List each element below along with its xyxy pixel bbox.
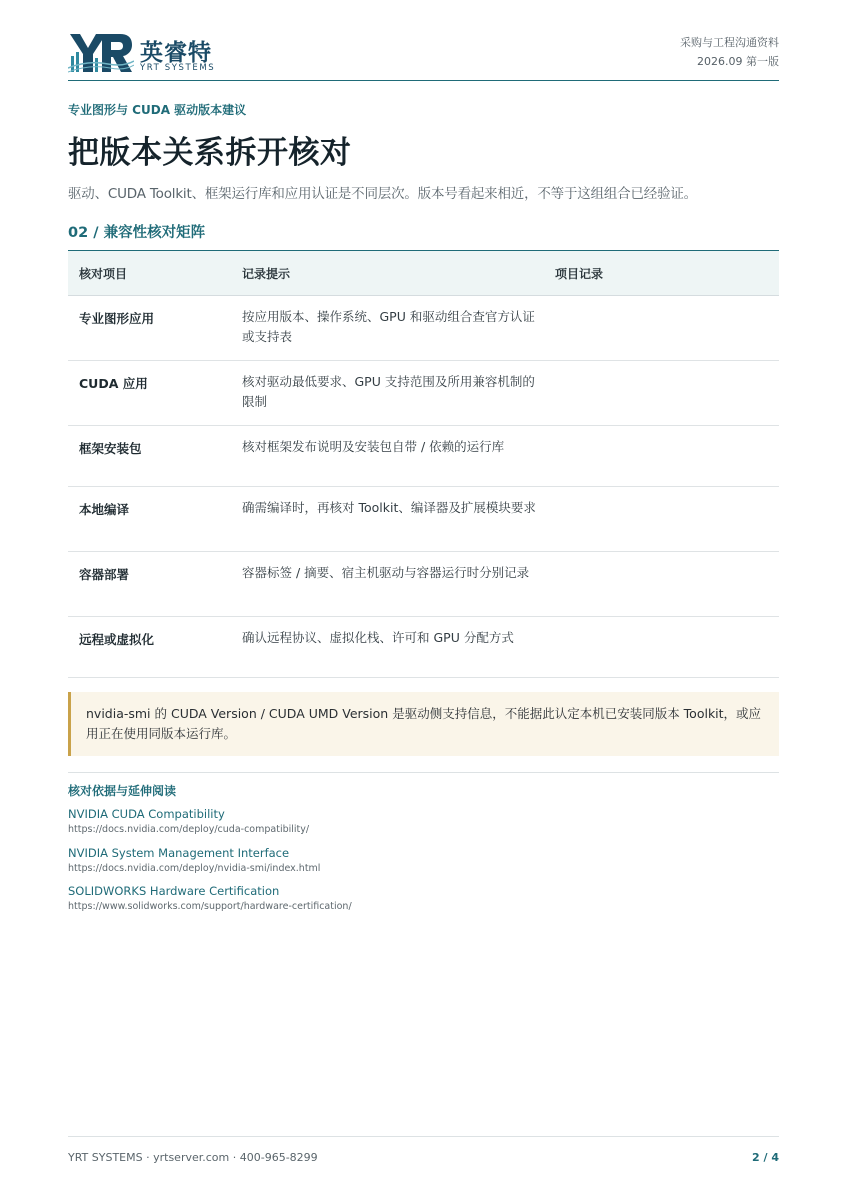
page-header	[68, 28, 779, 81]
row-hint: 核对框架发布说明及安装包自带 / 依赖的运行库	[242, 439, 505, 454]
table-row	[68, 361, 779, 426]
reference-url[interactable]: https://docs.nvidia.com/deploy/cuda-compatibility/	[68, 824, 310, 835]
row-hint: 确需编译时，再核对 Toolkit、编译器及扩展模块要求	[242, 500, 536, 515]
document-page	[68, 0, 779, 1200]
row-item: CUDA 应用	[79, 376, 148, 391]
logo-chinese-name: 英睿特	[140, 40, 212, 66]
company-logo	[68, 30, 238, 74]
section-divider	[68, 772, 779, 773]
table-row	[68, 552, 779, 617]
table-row	[68, 487, 779, 552]
table-header-row	[68, 251, 779, 296]
reference-item	[68, 806, 309, 838]
row-hint: 容器标签 / 摘要、宿主机驱动与容器运行时分别记录	[242, 565, 530, 580]
page-title: 把版本关系拆开核对	[68, 135, 352, 171]
reference-item	[68, 883, 352, 915]
row-item: 框架安装包	[79, 441, 142, 456]
doc-category: 采购与工程沟通资料	[680, 36, 779, 49]
references-heading: 核对依据与延伸阅读	[68, 784, 177, 798]
section-heading: 02 / 兼容性核对矩阵	[68, 225, 206, 241]
page-number: 2 / 4	[752, 1151, 779, 1164]
table-row	[68, 426, 779, 487]
reference-link[interactable]: NVIDIA System Management Interface	[68, 846, 290, 860]
column-header-item: 核对项目	[79, 267, 128, 281]
reference-link[interactable]: SOLIDWORKS Hardware Certification	[68, 884, 280, 898]
section-eyebrow: 专业图形与 CUDA 驱动版本建议	[68, 103, 247, 117]
column-header-hint: 记录提示	[242, 267, 291, 281]
table-row	[68, 617, 779, 678]
footer-contact: YRT SYSTEMS · yrtserver.com · 400-965-8299	[68, 1151, 318, 1164]
header-meta	[680, 33, 779, 71]
logo-mark-icon	[68, 30, 134, 74]
reference-url[interactable]: https://www.solidworks.com/support/hardware-certification/	[68, 901, 352, 912]
lead-paragraph: 驱动、CUDA Toolkit、框架运行库和应用认证是不同层次。版本号看起来相近，不等于这组组合已经验证。	[68, 186, 697, 202]
warning-note	[68, 692, 779, 756]
compatibility-matrix-table	[68, 250, 779, 678]
page-footer	[68, 1136, 779, 1177]
row-item: 远程或虚拟化	[79, 632, 155, 647]
column-header-record: 项目记录	[555, 267, 604, 281]
reference-url[interactable]: https://docs.nvidia.com/deploy/nvidia-smi/index.html	[68, 863, 321, 874]
reference-item	[68, 845, 320, 877]
doc-version: 2026.09 第一版	[697, 55, 779, 68]
row-item: 专业图形应用	[79, 311, 155, 326]
logo-english-name: YRT SYSTEMS	[140, 63, 216, 73]
row-item: 本地编译	[79, 502, 130, 517]
row-hint: 确认远程协议、虚拟化栈、许可和 GPU 分配方式	[242, 630, 514, 645]
row-item: 容器部署	[79, 567, 130, 582]
reference-link[interactable]: NVIDIA CUDA Compatibility	[68, 807, 225, 821]
note-text: nvidia-smi 的 CUDA Version / CUDA UMD Version 是驱动侧支持信息，不能据此认定本机已安装同版本 Toolkit，或应用正在使用同版本运行库。	[86, 706, 762, 741]
row-hint: 核对驱动最低要求、GPU 支持范围及所用兼容机制的限制	[242, 374, 535, 409]
table-row	[68, 296, 779, 361]
row-hint: 按应用版本、操作系统、GPU 和驱动组合查官方认证或支持表	[242, 309, 535, 344]
